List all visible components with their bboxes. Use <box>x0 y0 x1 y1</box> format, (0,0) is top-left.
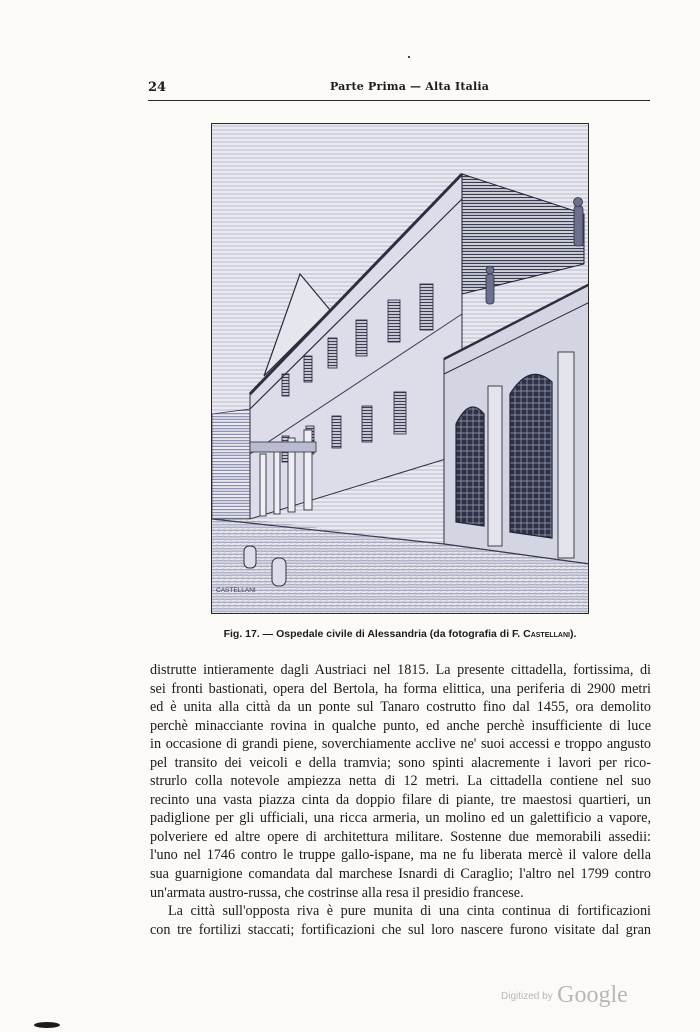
text-line: un'armata austro-russa, che costrinse alla resa il presidio francese. <box>150 884 524 901</box>
text-line: in occasione di grandi piene, soverchiamente acclive ne' suoi accessi e troppo angusto <box>150 736 651 753</box>
arched-grille <box>510 374 552 538</box>
text-line: l'uno nel 1746 contro le truppe gallo-ispane, ma ne fu liberata mercè il valore della <box>150 847 651 864</box>
engraving-figure <box>211 123 589 614</box>
arched-grille <box>456 407 484 526</box>
header-rule <box>148 100 650 101</box>
figure-caption <box>150 628 650 640</box>
engraver-signature: CASTELLANI <box>216 587 256 594</box>
text-line: pel transito dei veicoli e della tramvia; sono spinti alacremente i lavori per rico- <box>150 754 651 771</box>
text-line: polveriere ed altre opere di architettura militare. Sostenne due memorabili assedii: <box>150 828 651 845</box>
text-line: distrutte intieramente dagli Austriaci nel 1815. La presente cittadella, fortissima, di <box>150 662 651 678</box>
text-line: La città sull'opposta riva è pure munita di una cinta continua di fortificazioni <box>168 903 651 920</box>
google-logo: Google <box>557 982 628 1008</box>
text-line: recinto una vasta piazza cinta da doppio filare di piante, tre maestosi quartieri, un <box>150 791 651 808</box>
page-number: 24 <box>148 80 167 95</box>
text-line: strurlo colla notevole ampiezza netta di 12 metri. La cittadella contiene nel suo <box>150 773 651 790</box>
text-line: ed è unita alla città da un ponte sul Tanaro costrutto fino dal 1455, ora demolito <box>150 699 651 716</box>
text-line: padiglione per gli ufficiali, una ricca armeria, un molino ed un galettificio a vapore, <box>150 810 651 827</box>
distant-building <box>212 409 250 519</box>
text-line: perchè minacciante rovina in qualche punto, ed anche perchè insufficiente di luce <box>150 717 651 734</box>
stray-dot <box>408 56 410 58</box>
text-line: sua guarnigione comandata dal marchese Isnardi di Caraglio; l'altro nel 1799 contro <box>150 866 651 883</box>
running-title: Parte Prima — Alta Italia <box>330 80 490 93</box>
text-line: con tre fortilizi staccati; fortificazioni che sul loro nascere furono visitate dal gran <box>150 921 651 938</box>
caption-text: Fig. 17. — Ospedale civile di Alessandria (da fotografia di F. <box>223 628 524 640</box>
scan-mark <box>34 1022 60 1028</box>
text-line: sei fronti bastionati, opera del Bertola, ha forma elittica, una periferia di 2900 metri <box>150 680 651 697</box>
caption-end: ). <box>569 628 577 640</box>
digitized-watermark <box>501 982 628 1009</box>
caption-credit: Castellani <box>523 628 570 640</box>
body-text <box>150 661 651 939</box>
watermark-prefix: Digitized by <box>501 991 553 1002</box>
